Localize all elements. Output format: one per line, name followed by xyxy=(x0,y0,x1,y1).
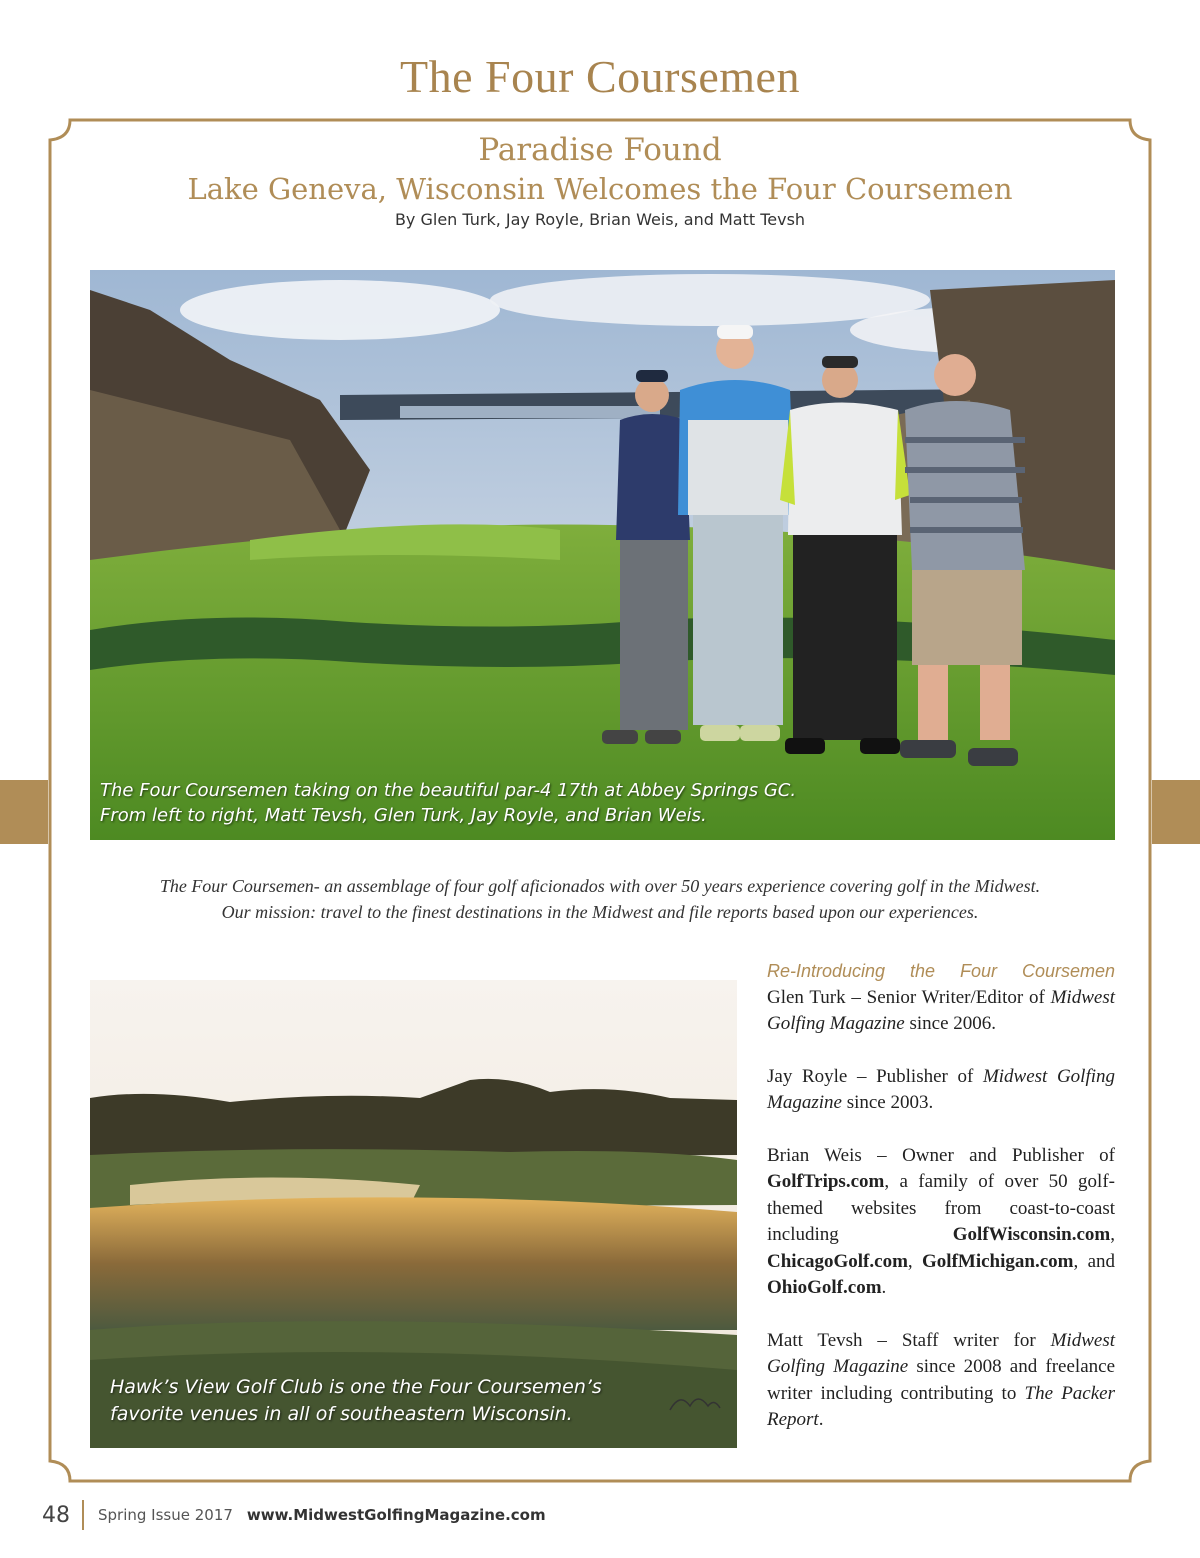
hawks-view-photo xyxy=(90,980,737,1448)
byline: By Glen Turk, Jay Royle, Brian Weis, and Matt Tevsh xyxy=(394,210,806,229)
golf-course-group-photo xyxy=(90,270,1115,840)
hawks-view-caption xyxy=(110,1374,602,1428)
bio-brian-end: . xyxy=(881,1277,887,1298)
hawks-view-caption-line1: Hawk’s View Golf Club is one the Four Coursemen’s xyxy=(110,1376,602,1398)
bio-glen-tail: since 2006. xyxy=(909,1013,997,1034)
link-golfwisconsin[interactable]: GolfWisconsin.com xyxy=(952,1224,1111,1245)
main-photo-caption-line1: The Four Coursemen taking on the beautiful par-4 17th at Abbey Springs GC. xyxy=(100,780,797,801)
masthead-title: The Four Coursemen xyxy=(400,51,800,102)
bio-glen-lead: Glen Turk – Senior Writer/Editor of xyxy=(767,986,1045,1008)
bio-jay-royle xyxy=(767,1064,1115,1117)
bio-matt-publication: Midwest Golfing Magazine xyxy=(767,1329,1115,1377)
hawks-view-caption-line2: favorite venues in all of southeastern Wisconsin. xyxy=(110,1403,573,1425)
link-golftrips[interactable]: GolfTrips.com xyxy=(767,1171,885,1192)
mission-line2: Our mission: travel to the finest destinations in the Midwest and file reports based upon our experiences. xyxy=(221,902,979,922)
bio-brian-weis: Brian Weis – Owner and Publisher of GolfTrips.com, a family of over 50 golf-themed websites from coast-to-coast including GolfWisconsin.com, ChicagoGolf.com, GolfMichigan.com, and OhioGolf.com. xyxy=(767,1144,1116,1298)
bio-brian-and: and xyxy=(1087,1250,1116,1272)
main-photo-caption xyxy=(100,778,796,828)
mission-statement xyxy=(0,873,1200,925)
link-chicagogolf[interactable]: ChicagoGolf.com xyxy=(767,1250,908,1272)
link-ohiogolf[interactable]: OhioGolf.com xyxy=(767,1277,882,1298)
bio-matt-publication2: The Packer Report xyxy=(767,1382,1115,1430)
footer-divider xyxy=(82,1500,84,1530)
main-photo xyxy=(90,270,1115,840)
bio-matt-mid: since 2008 and freelance writer including contributing to xyxy=(767,1356,1115,1404)
bio-matt-end: . xyxy=(818,1409,824,1430)
bio-brian-mid: , a family of over 50 golf-themed websites from coast-to-coast including xyxy=(767,1171,1115,1245)
bio-glen-publication: Midwest Golfing Magazine xyxy=(767,986,1115,1034)
bio-jay-tail: since 2003. xyxy=(846,1092,934,1113)
bio-brian-lead: Brian Weis – Owner and Publisher of xyxy=(767,1144,1115,1166)
page-footer xyxy=(42,1498,546,1532)
bios-heading: Re-Introducing the Four Coursemen xyxy=(767,961,1115,981)
page-number: 48 xyxy=(42,1502,70,1528)
bios-column xyxy=(767,958,1115,1460)
bio-matt-tevsh xyxy=(767,1328,1115,1434)
bio-glen-turk xyxy=(767,985,1115,1038)
issue-label: Spring Issue 2017 xyxy=(98,1506,233,1524)
bio-matt-lead: Matt Tevsh – Staff writer for xyxy=(767,1329,1036,1351)
website-link[interactable]: www.MidwestGolfingMagazine.com xyxy=(246,1506,546,1524)
right-edge-tab xyxy=(1152,780,1200,844)
link-golfmichigan[interactable]: GolfMichigan.com xyxy=(922,1250,1074,1272)
main-photo-caption-line2: From left to right, Matt Tevsh, Glen Turk, Jay Royle, and Brian Weis. xyxy=(100,805,707,826)
bio-jay-publication: Midwest Golfing Magazine xyxy=(767,1065,1115,1113)
left-edge-tab xyxy=(0,780,48,844)
headline-title: Paradise Found xyxy=(478,132,722,168)
headline-subtitle: Lake Geneva, Wisconsin Welcomes the Four Coursemen xyxy=(187,172,1013,206)
mission-line1: The Four Coursemen- an assemblage of four golf aficionados with over 50 years experience covering golf in the Midwest. xyxy=(159,876,1041,896)
bio-jay-lead: Jay Royle – Publisher of xyxy=(767,1065,974,1087)
